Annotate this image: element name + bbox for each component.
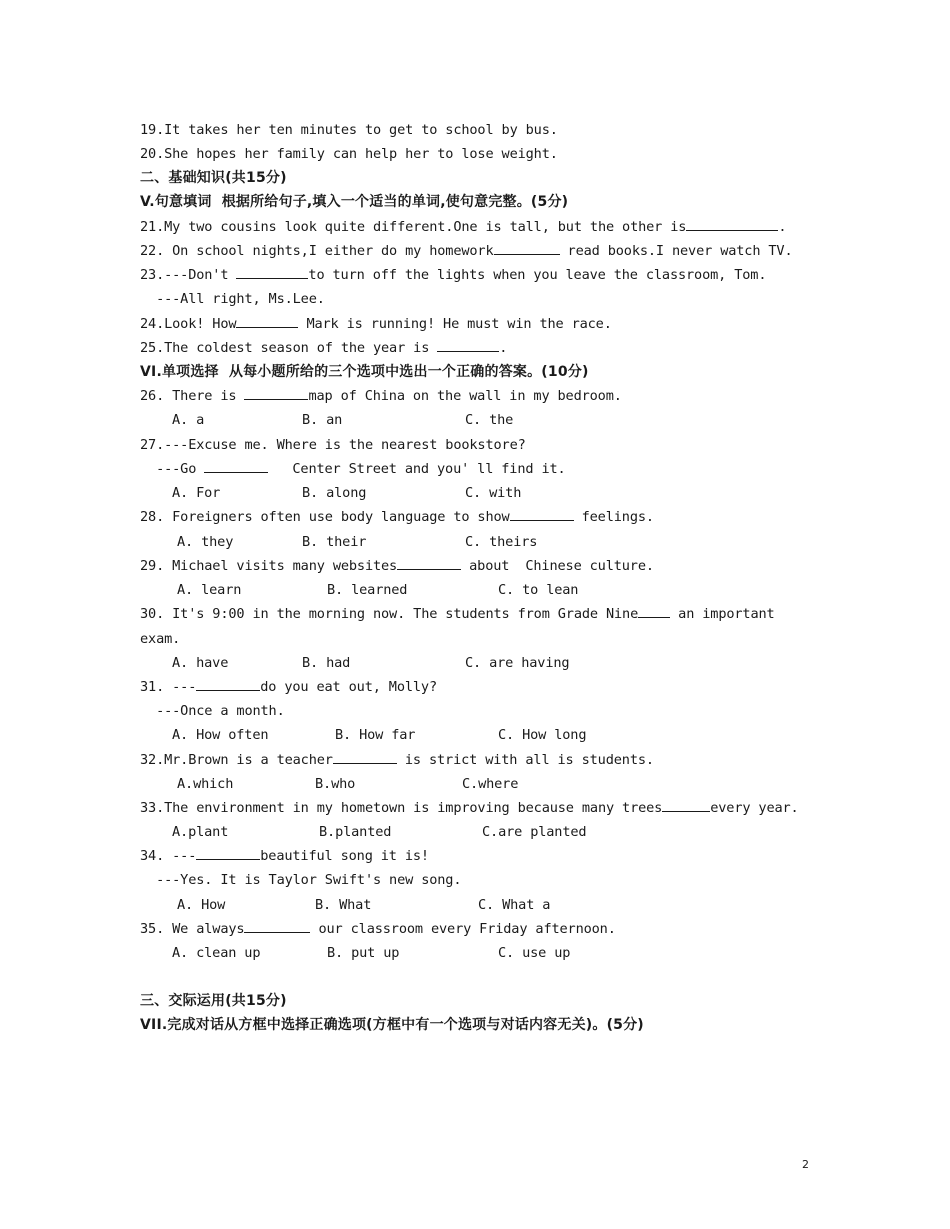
question-33-text: 33.The environment in my hometown is improving because many trees [140,800,663,816]
question-21-end: . [778,219,787,235]
question-22-end: read books.I never watch TV. [559,243,793,259]
option-c: C. the [465,412,514,428]
sentence-19: 19.It takes her ten minutes to get to school by bus. [140,122,558,138]
question-26-text: 26. There is [140,388,245,404]
option-b: B. an [302,412,343,428]
question-34 [140,847,429,865]
answer-blank [638,605,670,618]
answer-blank [686,218,778,231]
option-c: C.are planted [482,824,587,840]
option-c: C. What a [478,897,551,913]
question-32 [140,751,654,769]
question-24-text: 24.Look! How [140,316,237,332]
question-28-text: 28. Foreigners often use body language to show [140,509,510,525]
option-c: C.where [462,776,519,792]
question-27-reply-end: Center Street and you' ll find it. [268,461,566,477]
question-24-end: Mark is running! He must win the race. [298,316,612,332]
question-32-text: 32.Mr.Brown is a teacher [140,752,333,768]
question-22-text: 22. On school nights,I either do my homework [140,243,494,259]
question-30-end: an important [670,606,775,622]
option-b: B. had [302,655,351,671]
answer-blank [397,557,461,570]
option-c: C. theirs [465,534,538,550]
question-22 [140,242,793,260]
question-33 [140,799,799,817]
question-33-end: every year. [710,800,799,816]
section-heading-multiple-choice: VI.单项选择 从每小题所给的三个选项中选出一个正确的答案。(10分) [140,364,589,380]
answer-blank [244,920,310,933]
option-c: C. use up [498,945,571,961]
section-heading-communication: 三、交际运用(共15分) [140,993,287,1009]
question-32-end: is strict with all is students. [396,752,654,768]
question-25-end: . [499,340,508,356]
question-30-continued: exam. [140,631,181,647]
option-a: A. For [172,485,221,501]
option-a: A. have [172,655,229,671]
question-34-text: 34. --- [140,848,197,864]
answer-blank [662,799,710,812]
option-b: B. along [302,485,367,501]
answer-blank [204,460,268,473]
option-b: B. put up [327,945,400,961]
option-c: C. How long [498,727,587,743]
answer-blank [196,847,260,860]
answer-blank [437,339,499,352]
question-23-end: to turn off the lights when you leave the classroom, Tom. [308,267,767,283]
question-31-reply: ---Once a month. [140,703,285,719]
option-c: C. to lean [498,582,579,598]
option-a: A. How [177,897,226,913]
question-23-reply: ---All right, Ms.Lee. [140,291,325,307]
option-c: C. with [465,485,522,501]
question-28-end: feelings. [573,509,654,525]
option-a: A. How often [172,727,269,743]
question-23 [140,266,766,284]
question-31 [140,678,437,696]
question-29 [140,557,654,575]
question-26-end: map of China on the wall in my bedroom. [308,388,622,404]
question-35-end: our classroom every Friday afternoon. [310,921,616,937]
option-b: B. What [315,897,372,913]
page-number: 2 [802,1158,809,1171]
question-26 [140,387,622,405]
option-b: B.planted [319,824,392,840]
question-28 [140,508,654,526]
question-35 [140,920,616,938]
question-30 [140,605,775,623]
question-29-end: about Chinese culture. [461,558,654,574]
question-25-text: 25.The coldest season of the year is [140,340,438,356]
option-a: A.plant [172,824,229,840]
answer-blank [494,242,560,255]
answer-blank [333,751,397,764]
option-b: B. their [302,534,367,550]
answer-blank [196,678,260,691]
question-25 [140,339,507,357]
option-a: A. they [177,534,234,550]
answer-blank [236,266,308,279]
answer-blank [236,315,298,328]
question-21 [140,218,786,236]
option-a: A. learn [177,582,242,598]
question-30-text: 30. It's 9:00 in the morning now. The students from Grade Nine [140,606,639,622]
question-34-end: beautiful song it is! [260,848,429,864]
option-a: A. a [172,412,205,428]
answer-blank [510,508,574,521]
section-heading-fill-words: V.句意填词 根据所给句子,填入一个适当的单词,使句意完整。(5分) [140,194,569,210]
sentence-20: 20.She hopes her family can help her to lose weight. [140,146,558,162]
option-c: C. are having [465,655,570,671]
answer-blank [244,387,308,400]
question-31-text: 31. --- [140,679,197,695]
question-29-text: 29. Michael visits many websites [140,558,398,574]
section-heading-basic-knowledge: 二、基础知识(共15分) [140,170,287,186]
option-b: B.who [315,776,356,792]
question-27-reply [140,460,566,478]
option-b: B. How far [335,727,416,743]
question-24 [140,315,612,333]
option-a: A.which [177,776,234,792]
section-heading-dialogue: VII.完成对话从方框中选择正确选项(方框中有一个选项与对话内容无关)。(5分) [140,1017,644,1033]
question-34-reply: ---Yes. It is Taylor Swift's new song. [140,872,462,888]
question-21-text: 21.My two cousins look quite different.One is tall, but the other is [140,219,687,235]
question-27-reply-text: ---Go [140,461,205,477]
question-31-end: do you eat out, Molly? [260,679,438,695]
question-35-text: 35. We always [140,921,245,937]
option-b: B. learned [327,582,408,598]
option-a: A. clean up [172,945,261,961]
question-23-text: 23.---Don't [140,267,237,283]
question-27: 27.---Excuse me. Where is the nearest bookstore? [140,437,526,453]
